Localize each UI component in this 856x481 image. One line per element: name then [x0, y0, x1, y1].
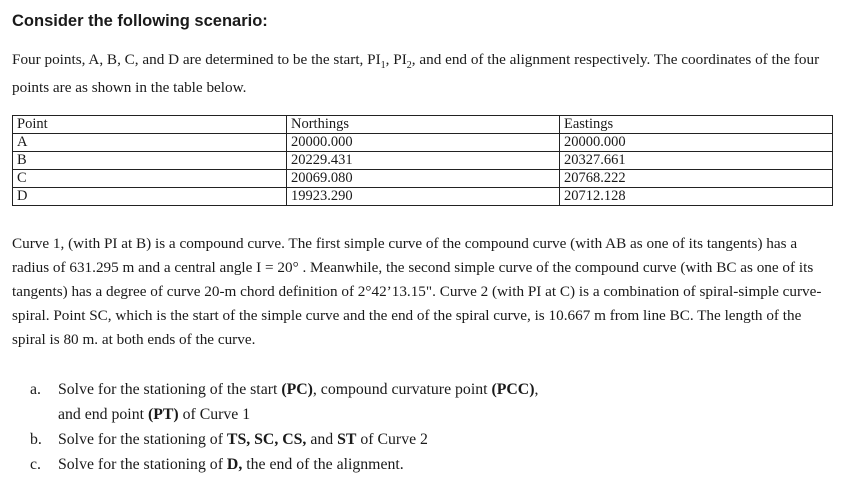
table-row	[13, 188, 833, 206]
intro-sub: 2	[406, 60, 412, 72]
table-header: Point	[13, 116, 287, 134]
intro-text: , PI	[385, 51, 407, 68]
table-cell: C	[13, 170, 287, 188]
question-item	[30, 377, 550, 427]
scenario-title: Consider the following scenario:	[12, 12, 268, 30]
table-header: Northings	[287, 116, 560, 134]
table-cell: B	[13, 152, 287, 170]
curve-description: Curve 1, (with PI at B) is a compound curve. The first simple curve of the compound curve (with AB as one of its tangents) has a radius of 631.295 m and a central angle I = 20° . Meanwhile, the second simple curve of the compound curve (with BC as one of its tangents) has a degree of curve 20-m chord definition of 2°42’13.15". Curve 2 (with PI at C) is a combination of spiral-simple curve-spiral. Point SC, which is the start of the simple curve and the end of the spiral curve, is 10.667 m from line BC. The length of the spiral is 80 m. at both ends of the curve.	[12, 235, 822, 348]
question-marker: b.	[30, 431, 42, 448]
question-item	[30, 452, 550, 477]
table-cell: 20069.080	[287, 170, 560, 188]
question-marker: a.	[30, 381, 41, 398]
question-text: Solve for the stationing of the start (PC), compound curvature point (PCC), and end point (PT) of Curve 1	[58, 381, 539, 423]
question-item	[30, 427, 550, 452]
coordinates-table	[12, 115, 833, 206]
table-header: Eastings	[560, 116, 833, 134]
intro-text: , and end of the alignment respectively. The coordinates of the four points are as shown in the table below.	[12, 51, 820, 97]
question-text: Solve for the stationing of D, the end of the alignment.	[58, 456, 404, 473]
table-row	[13, 134, 833, 152]
table-cell: 20327.661	[560, 152, 833, 170]
table-cell: 19923.290	[287, 188, 560, 206]
table-cell: 20712.128	[560, 188, 833, 206]
intro-paragraph	[12, 49, 842, 99]
intro-sub: 1	[380, 60, 386, 72]
question-text: Solve for the stationing of TS, SC, CS, and ST of Curve 2	[58, 431, 428, 448]
question-list	[30, 377, 550, 477]
table-cell: A	[13, 134, 287, 152]
intro-text: Four points, A, B, C, and D are determined to be the start, PI	[12, 51, 381, 68]
question-marker: c.	[30, 456, 41, 473]
table-cell: 20768.222	[560, 170, 833, 188]
table-cell: D	[13, 188, 287, 206]
table-cell: 20000.000	[287, 134, 560, 152]
table-row	[13, 152, 833, 170]
table-header-row	[13, 116, 833, 134]
table-row	[13, 170, 833, 188]
table-cell: 20000.000	[560, 134, 833, 152]
table-cell: 20229.431	[287, 152, 560, 170]
